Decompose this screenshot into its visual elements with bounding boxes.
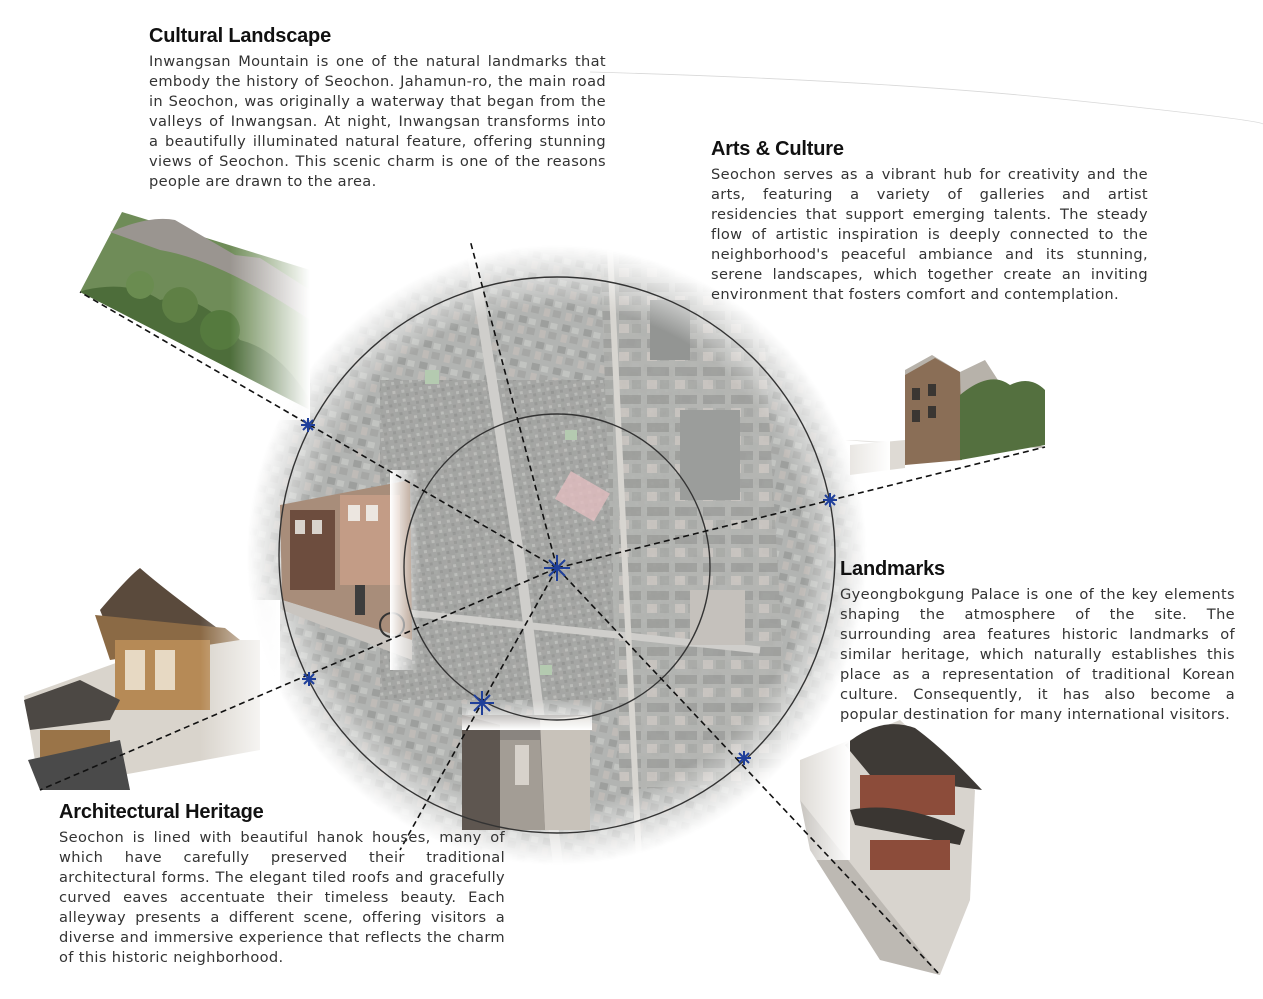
top-guide-line (590, 72, 1263, 124)
landmarks-title: Landmarks (840, 558, 945, 580)
arts-culture-block (711, 138, 1148, 305)
marker-heritage (302, 672, 316, 686)
cultural-landscape-title: Cultural Landscape (149, 25, 331, 47)
cultural-landscape-body: Inwangsan Mountain is one of the natural landmarks that embody the history of Seochon. Jahamun-ro, the main road in Seochon, was originally a waterway that began from the valleys of Inwangsan. At night, Inwangsan transforms into a beautifully illuminated natural feature, offering stunning views of Seochon. This scenic charm is one of the reasons people are drawn to the area. (149, 53, 606, 190)
landmarks-body: Gyeongbokgung Palace is one of the key elements shaping the atmosphere of the site. The surrounding area features historic landmarks of similar heritage, which naturally establishes this place as a representation of traditional Korean culture. Consequently, it has also become a popular destination for many international visitors. (840, 586, 1235, 723)
architectural-heritage-body: Seochon is lined with beautiful hanok houses, many of which have carefully preserved their traditional architectural forms. The elegant tiled roofs and gracefully curved eaves accentuate their timeless beauty. Each alleyway presents a different scene, offering visitors a diverse and immersive experience that reflects the charm of this historic neighborhood. (59, 829, 505, 966)
hanok-photo (24, 568, 280, 800)
marker-cultural (301, 418, 315, 432)
cultural-landscape-block (149, 25, 606, 192)
mountain-photo (80, 212, 310, 420)
architectural-heritage-title: Architectural Heritage (59, 801, 264, 823)
marker-arts (823, 493, 837, 507)
architectural-heritage-block (59, 801, 505, 968)
arts-culture-title: Arts & Culture (711, 138, 844, 160)
arts-culture-body: Seochon serves as a vibrant hub for creativity and the arts, featuring a variety of galleries and artist residencies that support emerging talents. The steady flow of artistic inspiration is deeply connected to the neighborhood's peaceful ambiance and its stunning, serene landscapes, which together create an inviting environment that fosters comfort and contemplation. (711, 166, 1148, 303)
landmarks-block (840, 558, 1235, 725)
marker-landmarks (737, 751, 751, 765)
palace-photo (790, 720, 982, 975)
